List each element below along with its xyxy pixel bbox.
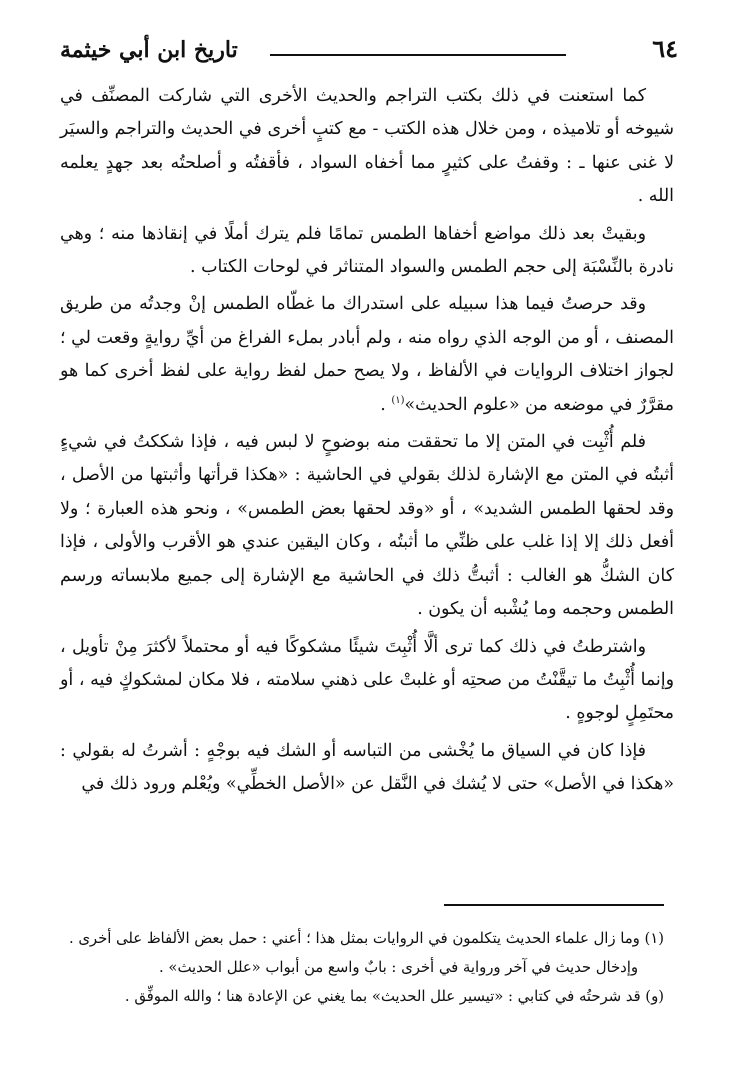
page-number: ٦٤ xyxy=(652,34,678,63)
footnote-continuation: وإدخال حديث في آخر ورواية في أخرى : بابٌ واسع من أبواب «علل الحديث» . xyxy=(158,959,638,976)
book-title: تاريخ ابن أبي خيثمة xyxy=(60,37,238,63)
paragraph: كما استعنت في ذلك بكتب التراجم والحديث الأخرى التي شاركت المصنِّف في شيوخه أو تلاميذه ، ومن خلال هذه الكتب - مع كتبٍ أخرى في الحديث والتراجم والسيَر لا غنى عنها ـ : وقفتُ على كثيرٍ مما أخفاه السواد ، فأقفتُه و أصلحتُه بعد جهدٍ يعلمه الله . xyxy=(60,86,674,207)
body-text xyxy=(60,80,674,806)
footnotes xyxy=(60,924,664,1011)
paragraph: وبقيتْ بعد ذلك مواضع أخفاها الطمس تمامًا فلم يترك أملًا في إنقاذها منه ؛ وهي نادرة بالنِّسْبَة إلى حجم الطمس والسواد المتناثر في لوحات الكتاب . xyxy=(60,223,674,278)
footnote-divider xyxy=(444,904,664,906)
paragraph-text: وقد حرصتُ فيما هذا سبيله على استدراك ما غطّاه الطمس إنْ وجدتُه من طريق المصنف ، أو من الوجه الذي رواه منه ، ولم أبادر بملء الفراغ من أيِّ روايةٍ وقعت لي ؛ لجواز اختلاف الروايات في الألفاظ ، ولا يصح حمل لفظ رواية على لفظ أخرى كما هو مقرَّرٌ في موضعه من «علوم الحديث» xyxy=(60,294,674,415)
footnote: (١) وما زال علماء الحديث يتكلمون في الروايات بمثل هذا ؛ أعني : حمل بعض الألفاظ على أخرى . xyxy=(68,930,664,947)
paragraph: واشترطتُ في ذلك كما ترى ألَّا أُثْبِتَ شيئًا مشكوكًا فيه أو محتملاً لأكثرَ مِنْ تأويل ، وإنما أُثْبِتُ ما تيقَّنْتُ من صحتِه أو غلبتْ على ذهني سلامته ، فلا مكان لمشكوكٍ فيه ، أو محتَمِلٍ لوجوهٍ . xyxy=(60,636,674,724)
paragraph: فلم أُثْبِت في المتن إلا ما تحققت منه بوضوحٍ لا لبس فيه ، فإذا شككتُ في شيءٍ أثبتُه في المتن مع الإشارة لذلك بقولي في الحاشية : «هكذا قرأتها وأثبتها من الأصل ، وقد لحقها الطمس الشديد» ، أو «وقد لحقها بعض الطمس» ، ونحو هذه العبارة ؛ ولا أفعل ذلك إلا إذا غلب على ظنِّي ما أثبتُه ، وكان اليقين عندي هو الأقرب والأولى ، فإذا كان الشكُّ هو الغالب : أثبتُّ ذلك في الحاشية مع الإشارة إلى جميع ملابساته ورسم الطمس وحجمه وما يُشْبه أن يكون . xyxy=(60,432,674,620)
paragraph: فإذا كان في السياق ما يُخْشى من التباسه أو الشك فيه بوجْهٍ : أشرتُ له بقولي : «هكذا في الأصل» حتى لا يُشك في النَّقل عن «الأصل الخطِّي» ويُعْلم ورود ذلك في xyxy=(60,740,674,795)
paragraph: وقد حرصتُ فيما هذا سبيله على استدراك ما غطّاه الطمس إنْ وجدتُه من طريق المصنف ، أو من الوجه الذي رواه منه ، ولم أبادر بملء الفراغ من أيِّ روايةٍ وقعت لي ؛ لجواز اختلاف الروايات في الألفاظ ، ولا يصح حمل لفظ رواية على لفظ أخرى كما هو مقرَّرٌ في موضعه من «علوم الحديث»$^{(١)}$ . xyxy=(60,294,674,415)
footnote-marker: (١) xyxy=(391,394,405,406)
header-rule xyxy=(270,54,566,56)
page-header xyxy=(60,34,678,74)
footnote: (و) قد شرحتُه في كتابي : «تيسير علل الحديث» بما يغني عن الإعادة هنا ؛ والله الموفِّق . xyxy=(124,988,664,1005)
